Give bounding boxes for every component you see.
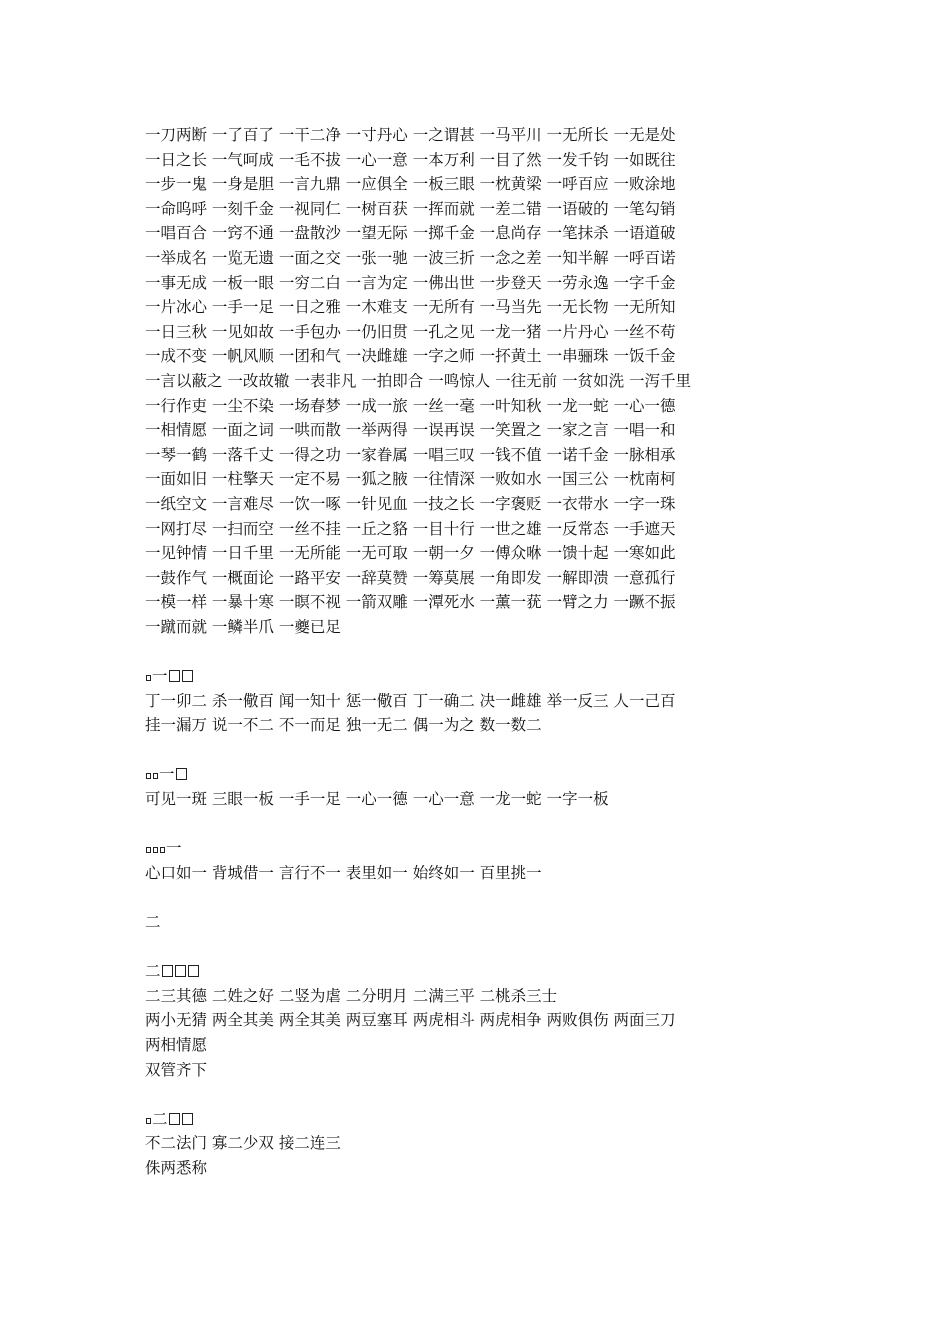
spacer <box>145 639 845 664</box>
spacer <box>145 812 845 837</box>
placeholder-box <box>169 670 180 682</box>
idiom-line: 一行作吏 一尘不染 一场春梦 一成一旅 一丝一毫 一叶知秋 一龙一蛇 一心一德 <box>145 396 676 415</box>
placeholder-box <box>169 1113 180 1125</box>
idiom-line: 一相情愿 一面之词 一哄而散 一举两得 一误再误 一笑置之 一家之言 一唱一和 <box>145 421 676 440</box>
spacer <box>145 1082 845 1107</box>
idiom-line: 一成不变 一帆风顺 一团和气 一决雌雄 一字之师 一抔黄土 一串骊珠 一饭千金 <box>145 347 676 366</box>
idiom-line: 一举成名 一览无遗 一面之交 一张一驰 一波三折 一念之差 一知半解 一呼百诺 <box>145 248 676 267</box>
spacer <box>145 738 845 763</box>
idiom-line: 一鼓作气 一概面论 一路平安 一辞莫赞 一筹莫展 一角即发 一解即溃 一意孤行 <box>145 568 676 587</box>
idiom-line: 双管齐下 <box>145 1060 208 1079</box>
idiom-line: 一蹴而就 一鳞半爪 一夔已足 <box>145 617 341 636</box>
placeholder-box-small <box>146 847 151 853</box>
section-title-two: 二 <box>145 913 161 931</box>
heading-char: 一 <box>159 765 175 784</box>
idiom-line: 一日三秋 一见如故 一手包办 一仍旧贯 一孔之见 一龙一猪 一片丹心 一丝不苟 <box>145 322 676 341</box>
idiom-line: 一事无成 一板一眼 一穷二白 一言为定 一佛出世 一步登天 一劳永逸 一字千金 <box>145 273 676 292</box>
placeholder-box-small <box>146 1118 151 1124</box>
idiom-line: 一步一鬼 一身是胆 一言九鼎 一应俱全 一板三眼 一枕黄梁 一呼百应 一败涂地 <box>145 175 676 194</box>
idiom-line: 两小无猜 两全其美 两全其美 两豆塞耳 两虎相斗 两虎相争 两败俱伤 两面三刀 <box>145 1011 676 1030</box>
placeholder-box <box>188 965 199 977</box>
heading-char: 一 <box>152 667 168 686</box>
idiom-line: 丁一卯二 杀一儆百 闻一知十 惩一儆百 丁一确二 决一雌雄 举一反三 人一己百 <box>145 691 676 710</box>
heading-char: 二 <box>152 1109 168 1128</box>
placeholder-box-small <box>146 675 151 681</box>
idiom-line: 侏两悉称 <box>145 1158 208 1177</box>
idiom-line: 一日之长 一气呵成 一毛不拔 一心一意 一本万利 一目了然 一发千钧 一如既往 <box>145 150 676 169</box>
idiom-line: 一纸空文 一言难尽 一饮一啄 一针见血 一技之长 一字褒贬 一衣带水 一字一珠 <box>145 494 676 513</box>
idiom-line: 可见一斑 三眼一板 一手一足 一心一德 一心一意 一龙一蛇 一字一板 <box>145 790 609 809</box>
heading-char: 二 <box>145 962 161 981</box>
document-page <box>145 123 845 1181</box>
idiom-block-one-first <box>145 123 845 639</box>
idiom-line: 一片冰心 一手一足 一日之雅 一木难支 一无所有 一马当先 一无长物 一无所知 <box>145 298 676 317</box>
placeholder-box <box>162 965 173 977</box>
section-heading-two-first <box>145 959 845 984</box>
placeholder-box <box>182 1113 193 1125</box>
placeholder-box-small <box>153 847 158 853</box>
idiom-line: 一刀两断 一了百了 一干二净 一寸丹心 一之谓甚 一马平川 一无所长 一无是处 <box>145 126 676 144</box>
section-heading-one-third <box>145 762 845 787</box>
idiom-line: 心口如一 背城借一 言行不一 表里如一 始终如一 百里挑一 <box>145 863 542 882</box>
placeholder-box-small <box>160 847 165 853</box>
idiom-line: 挂一漏万 说一不二 不一而足 独一无二 偶一为之 数一数二 <box>145 716 542 735</box>
idiom-line: 不二法门 寡二少双 接二连三 <box>145 1134 341 1153</box>
spacer <box>145 935 845 960</box>
idiom-line: 一模一样 一暴十寒 一瞑不视 一箭双雕 一潭死水 一薰一莸 一臂之力 一蹶不振 <box>145 593 676 612</box>
spacer <box>145 885 845 910</box>
idiom-line: 一言以蔽之 一改故辙 一表非凡 一拍即合 一鸣惊人 一往无前 一贫如洗 一泻千里 <box>145 371 691 390</box>
section-heading-two-middle <box>145 1107 845 1132</box>
idiom-line: 一唱百合 一窍不通 一盘散沙 一望无际 一掷千金 一息尚存 一笔抹杀 一语道破 <box>145 224 676 243</box>
idiom-line: 一琴一鹤 一落千丈 一得之功 一家眷属 一唱三叹 一钱不值 一诺千金 一脉相承 <box>145 445 676 464</box>
heading-char: 一 <box>166 839 182 858</box>
placeholder-box <box>176 768 187 780</box>
placeholder-box-small <box>153 773 158 779</box>
idiom-line: 一命呜呼 一刻千金 一视同仁 一树百获 一挥而就 一差二错 一语破的 一笔勾销 <box>145 199 676 218</box>
placeholder-box <box>182 670 193 682</box>
idiom-line: 二三其德 二姓之好 二竖为虐 二分明月 二满三平 二桃杀三士 <box>145 986 558 1005</box>
section-heading-one-last <box>145 836 845 861</box>
idiom-line: 一见钟情 一日千里 一无所能 一无可取 一朝一夕 一傅众咻 一馈十起 一寒如此 <box>145 544 676 563</box>
placeholder-box-small <box>146 773 151 779</box>
idiom-line: 两相情愿 <box>145 1035 208 1054</box>
section-heading-one-middle <box>145 664 845 689</box>
idiom-line: 一网打尽 一扫而空 一丝不挂 一丘之貉 一目十行 一世之雄 一反常态 一手遮天 <box>145 519 676 538</box>
placeholder-box <box>175 965 186 977</box>
idiom-line: 一面如旧 一柱擎天 一定不易 一狐之腋 一往情深 一败如水 一国三公 一枕南柯 <box>145 470 676 489</box>
